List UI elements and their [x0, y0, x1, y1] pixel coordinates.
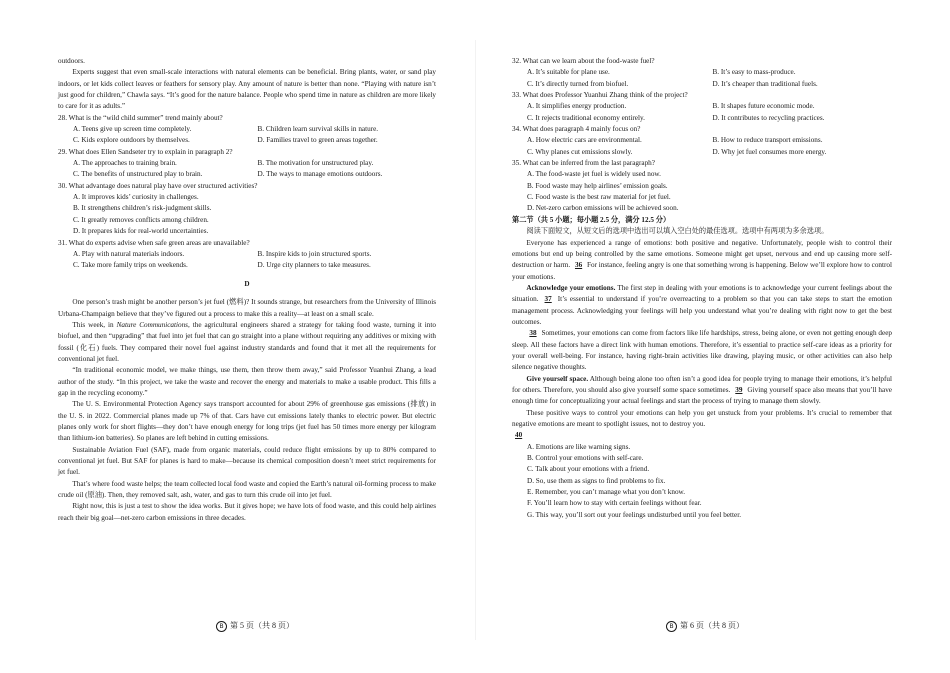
- option: D. Why jet fuel consumes more energy.: [712, 147, 827, 156]
- paragraph-outdoors: outdoors.: [58, 57, 85, 65]
- option: A. Play with natural materials indoors.: [73, 249, 185, 258]
- option: D. Net-zero carbon emissions will be achieved soon.: [527, 204, 679, 213]
- question-31-options: [58, 249, 436, 272]
- option: D. Urge city planners to take measures.: [257, 261, 371, 270]
- option: E. Remember, you can’t manage what you don’t know.: [527, 488, 686, 497]
- page-footer-right: [666, 620, 744, 632]
- paper-version-mark: B: [216, 621, 227, 632]
- option: C. The benefits of unstructured play to brain.: [73, 170, 203, 179]
- blank-38: 38: [529, 329, 537, 338]
- question-31: 31. What do experts advise when safe green areas are unavailable?: [58, 238, 250, 247]
- option: C. It greatly removes conflicts among children.: [73, 215, 209, 224]
- passage-d-paragraph-7: Right now, this is just a test to show the idea works. But it gives hope; we have lots of food waste, and this could help airlines reach their big goal—net-zero carbon emissions in three decades.: [58, 502, 436, 522]
- option: B. How to reduce transport emissions.: [712, 136, 823, 145]
- option: C. It rejects traditional economy entirely.: [527, 113, 645, 122]
- blank-40: 40: [515, 431, 523, 440]
- option: B. Control your emotions with self-care.: [527, 454, 644, 463]
- question-30: 30. What advantage does natural play have over structured activities?: [58, 181, 258, 190]
- cloze-paragraph-4: Give yourself space. Although being alone too often isn’t a good idea for people trying to manage their emotions, it’s helpful for others. Therefore, you should also give yourself some space sometimes. 39 Giving yourself space also means that you’ll have enough time for conceptualizing your actual feelings and start the process of trying to manage them slowly.: [512, 374, 892, 406]
- option: F. You’ll learn how to stay with certain feelings without fear.: [527, 499, 702, 508]
- option: D. Families travel to green areas together.: [257, 136, 378, 145]
- option: C. Take more family trips on weekends.: [73, 261, 188, 270]
- question-32-options: [512, 67, 892, 90]
- subheading-space: Give yourself space.: [526, 374, 589, 383]
- question-34-options: [512, 135, 892, 158]
- journal-title: Nature Communications: [116, 320, 188, 329]
- question-28: 28. What is the “wild child summer” trend mainly about?: [58, 113, 223, 122]
- passage-d-paragraph-3: “In traditional economic model, we make things, use them, then throw them away,” said Professor Yuanhui Zhang, a lead author of the study. “In this project, we take the waste and recover the energy and materials to make a usable product. This fills a gap in the recycling economy.”: [58, 366, 436, 397]
- paper-version-mark: B: [666, 621, 677, 632]
- page-footer-left: [216, 620, 294, 632]
- passage-d-paragraph-4: The U. S. Environmental Protection Agency says transport accounted for about 29% of greenhouse gas emissions (排放) in the U. S. in 2022. Commercial planes made up 7% of that. Cars have cut emissions lately thanks to electric power. But electric planes only work for short flights—they don’t have enough energy for long trips (jet fuel has 50 times more energy per kilogram than lithium-ion batteries). So planes are left behind in cutting emissions.: [58, 400, 436, 443]
- option: C. It’s directly turned from biofuel.: [527, 79, 629, 88]
- option: D. The ways to manage emotions outdoors.: [257, 170, 383, 179]
- question-34: 34. What does paragraph 4 mainly focus on?: [512, 125, 641, 134]
- option: C. Why planes cut emissions slowly.: [527, 147, 633, 156]
- option: D. It’s cheaper than traditional fuels.: [712, 79, 818, 88]
- cloze-paragraph-3: 38 Sometimes, your emotions can come from factors like life hardships, stress, being alone, or even not getting enough deep sleep. All these factors have a direct link with human emotions. Therefore, it’s essential to practice self-care ideas as a priority for your overall well-being. For instance, having right-brain activities like drawing, playing music, or other activities can also help silence negative thoughts.: [512, 329, 892, 372]
- cloze-blank-40-line: [512, 430, 892, 441]
- option: C. Talk about your emotions with a friend.: [527, 465, 650, 474]
- subheading-acknowledge: Acknowledge your emotions.: [526, 283, 616, 292]
- question-29: 29. What does Ellen Sandseter try to explain in paragraph 2?: [58, 147, 233, 156]
- passage-d-paragraph-1: One person’s trash might be another person’s jet fuel (燃料)? It sounds strange, but researchers from the University of Illinois Urbana-Champaign believe that they’ve figured out a process to make this a reality—at least on a small scale.: [58, 298, 436, 318]
- passage-d-paragraph-6: That’s where food waste helps; the team collected local food waste and copied the Earth’s natural oil-forming process to make crude oil (原油). Then, they removed salt, ash, water, and gas to turn this crude oil into jet fuel.: [58, 479, 436, 500]
- option: B. Children learn survival skills in nature.: [257, 125, 379, 134]
- cloze-paragraph-5: These positive ways to control your emotions can help you get unstuck from your problems. It’s crucial to remember that negative emotions are meant to spotlight issues, not to destroy you.: [512, 408, 892, 428]
- question-33: 33. What does Professor Yuanhui Zhang think of the project?: [512, 91, 688, 100]
- option: A. The approaches to training brain.: [73, 159, 177, 168]
- option: G. This way, you’ll sort out your feelings undisturbed until you feel better.: [527, 510, 741, 519]
- question-32: 32. What can we learn about the food-waste fuel?: [512, 57, 655, 65]
- blank-37: 37: [544, 295, 552, 304]
- question-28-options: [58, 124, 436, 147]
- page-fold: [475, 40, 476, 640]
- left-page: [58, 56, 436, 524]
- section-2-instructions: 阅读下面短文，从短文后的选项中选出可以填入空白处的最佳选项。选项中有两项为多余选项。: [526, 227, 829, 236]
- option: A. How electric cars are environmental.: [527, 136, 642, 145]
- cloze-paragraph-2: Acknowledge your emotions. The first step in dealing with your emotions is to acknowledge your current feelings about the situation. 37 It’s essential to understand if you’re overreacting to a problem so that you can take steps to start the emotion management process. Acknowledging your feelings will help you understand what you’re dealing with right now to get the best outcomes.: [512, 283, 892, 326]
- option: C. Food waste is the best raw material for jet fuel.: [527, 193, 671, 202]
- option: C. Kids explore outdoors by themselves.: [73, 136, 190, 145]
- option: A. It’s suitable for plane use.: [527, 68, 610, 77]
- question-29-options: [58, 158, 436, 181]
- option: D. It contributes to recycling practices.: [712, 113, 825, 122]
- option: B. It shapes future economic mode.: [712, 102, 815, 111]
- option: A. Teens give up screen time completely.: [73, 125, 192, 134]
- question-35-options: [512, 169, 892, 214]
- option: B. Inspire kids to join structured sports.: [257, 249, 372, 258]
- right-page: [512, 56, 892, 521]
- paragraph-experts: Experts suggest that even small-scale interactions with natural elements can be beneficial. Bring plants, water, or sand play indoors, or let kids collect leaves or feathers for sensory play. Any amount of nature is better than none. “Playing with nature isn’t just good for children,” Chawla says. “It’s good for the nature balance. People who spend time in nature as children are more likely to care for it as adults.”: [58, 68, 436, 111]
- cloze-paragraph-1: Everyone has experienced a range of emotions: both positive and negative. Unfortunately, people wish to control their emotions but end up being controlled by the same emotions. Someone might get upset, nervous and end up causing more self-destruction or harm. 36 For instance, feeling angry is one that something wrong is happening. Below we’ll explore how to control your emotions.: [512, 238, 892, 281]
- option: B. The motivation for unstructured play.: [257, 159, 374, 168]
- question-35: 35. What can be inferred from the last paragraph?: [512, 159, 655, 168]
- blank-36: 36: [574, 261, 583, 270]
- section-heading-d: D: [244, 279, 250, 288]
- section-2-title: 第二节（共 5 小题；每小题 2.5 分，满分 12.5 分）: [512, 215, 671, 224]
- option: B. Food waste may help airlines’ emission goals.: [527, 181, 668, 190]
- page-number: 第 6 页（共 8 页）: [680, 621, 744, 630]
- option: A. It simplifies energy production.: [527, 102, 627, 111]
- blank-39: 39: [735, 385, 743, 394]
- option: B. It’s easy to mass-produce.: [712, 68, 796, 77]
- option: A. Emotions are like warning signs.: [527, 442, 631, 451]
- question-30-options: [58, 192, 436, 237]
- question-33-options: [512, 101, 892, 124]
- option: A. It improves kids’ curiosity in challenges.: [73, 193, 199, 202]
- page-number: 第 5 页（共 8 页）: [230, 621, 294, 630]
- option: A. The food-waste jet fuel is widely used now.: [527, 170, 661, 179]
- option: D. So, use them as signs to find problems to fix.: [527, 476, 666, 485]
- passage-d-paragraph-2: This week, in Nature Communications, the agricultural engineers shared a strategy for taking food waste, turning it into biofuel, and then “upgrading” that fuel into jet fuel that can go straight into a plane without requiring any additives or mixing with fossil (化石) fuels. They compared their novel fuel against industry standards and found that it met all the requirements for conventional jet fuel.: [58, 320, 436, 363]
- cloze-options: [512, 442, 892, 521]
- option: B. It strengthens children’s risk-judgment skills.: [73, 204, 212, 213]
- option: D. It prepares kids for real-world uncertainties.: [73, 227, 209, 236]
- passage-d-paragraph-5: Sustainable Aviation Fuel (SAF), made from organic materials, could reduce flight emissions by up to 80% compared to conventional jet fuel. But SAF for planes is hard to make—because its chemical composition doesn’t meet strict requirements for jet fuel.: [58, 445, 436, 477]
